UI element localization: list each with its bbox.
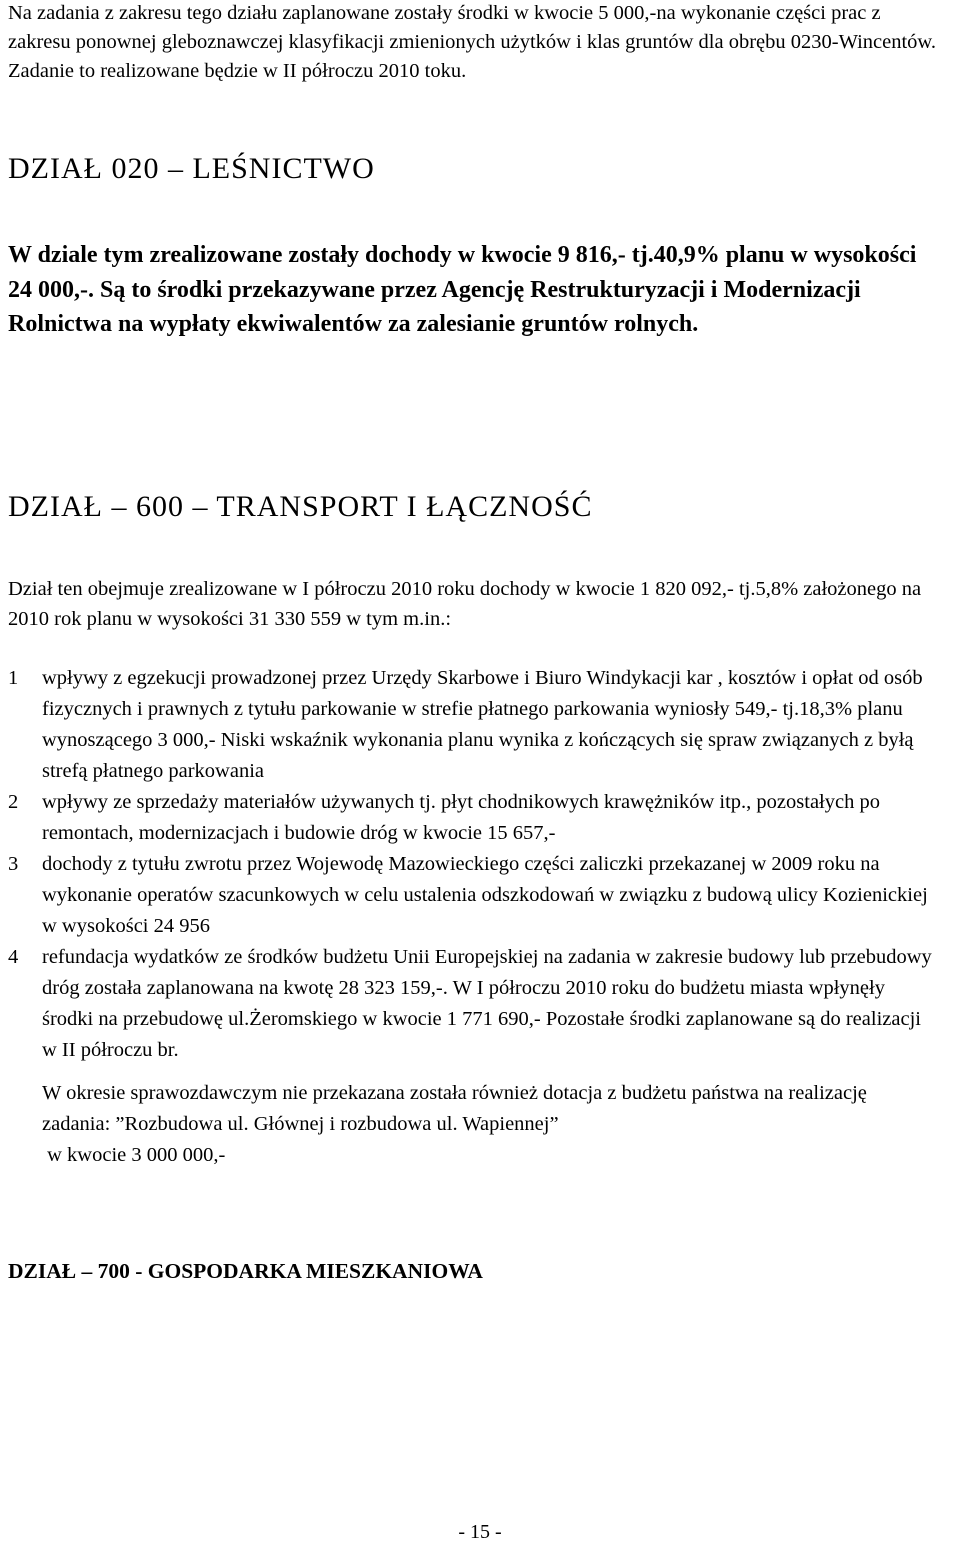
list-item: [8, 663, 933, 787]
section-600-closing: [42, 1078, 932, 1171]
list-item-number: 4: [8, 946, 19, 968]
list-item: [8, 787, 933, 849]
section-020-heading: DZIAŁ 020 – LEŚNICTWO: [8, 152, 375, 185]
list-item-text: wpływy z egzekucji prowadzonej przez Urzędy Skarbowe i Biuro Windykacji kar , kosztów i opłat od osób fizycznych i prawnych z tytułu parkowanie w strefie płatnego parkowania wyniosły 549,- tj.18,3% planu wynoszącego 3 000,- Niski wskaźnik wykonania planu wynika z kończących się spraw związanych z byłą strefą płatnego parkowania: [42, 667, 923, 782]
income-items-list: [8, 663, 933, 1066]
subsidy-amount: w kwocie 3 000 000,-: [42, 1144, 226, 1166]
list-item-number: 2: [8, 791, 19, 813]
list-item: [8, 942, 933, 1066]
list-item-text: wpływy ze sprzedaży materiałów używanych tj. płyt chodnikowych krawężników itp., pozostałych po remontach, modernizacjach i budowie dróg w kwocie 15 657,-: [42, 791, 880, 844]
list-item-text: dochody z tytułu zwrotu przez Wojewodę Mazowieckiego części zaliczki przekazanej w 2009 roku na wykonanie operatów szacunkowych w celu ustalenia odszkodowań w związku z budową ulicy Kozienickiej w wysokości 24 956: [42, 853, 928, 937]
subsidy-note: W okresie sprawozdawczym nie przekazana została również dotacja z budżetu państwa na realizację zadania: ”Rozbudowa ul. Głównej i rozbudowa ul. Wapiennej”: [42, 1082, 867, 1135]
section-700-heading: DZIAŁ – 700 - GOSPODARKA MIESZKANIOWA: [8, 1259, 483, 1283]
list-item-text: refundacja wydatków ze środków budżetu Unii Europejskiej na zadania w zakresie budowy lub przebudowy dróg została zaplanowana na kwotę 28 323 159,-. W I półroczu 2010 roku do budżetu miasta wpłynęły środki na przebudowę ul.Żeromskiego w kwocie 1 771 690,- Pozostałe środki zaplanowane są do realizacji w II półroczu br.: [42, 946, 932, 1061]
list-item: [8, 849, 933, 942]
section-020-body: W dziale tym zrealizowane zostały dochody w kwocie 9 816,- tj.40,9% planu w wysokości 24 000,-. Są to środki przekazywane przez Agencję Restrukturyzacji i Modernizacji Rolnictwa na wypłaty ekwiwalentów za zalesianie gruntów rolnych.: [8, 242, 917, 337]
section-600-heading: DZIAŁ – 600 – TRANSPORT I ŁĄCZNOŚĆ: [8, 490, 593, 523]
page-number: - 15 -: [458, 1521, 502, 1543]
intro-paragraph: Na zadania z zakresu tego działu zaplanowane zostały środki w kwocie 5 000,-na wykonanie części prac z zakresu ponownej gleboznawczej klasyfikacji zmienionych użytków i klas gruntów dla obrębu 0230-Wincentów. Zadanie to realizowane będzie w II półroczu 2010 toku.: [8, 2, 937, 82]
list-item-number: 3: [8, 853, 19, 875]
list-item-number: 1: [8, 667, 19, 689]
section-600-intro: Dział ten obejmuje zrealizowane w I półroczu 2010 roku dochody w kwocie 1 820 092,- tj.5,8% założonego na 2010 rok planu w wysokości 31 330 559 w tym m.in.:: [8, 578, 922, 630]
